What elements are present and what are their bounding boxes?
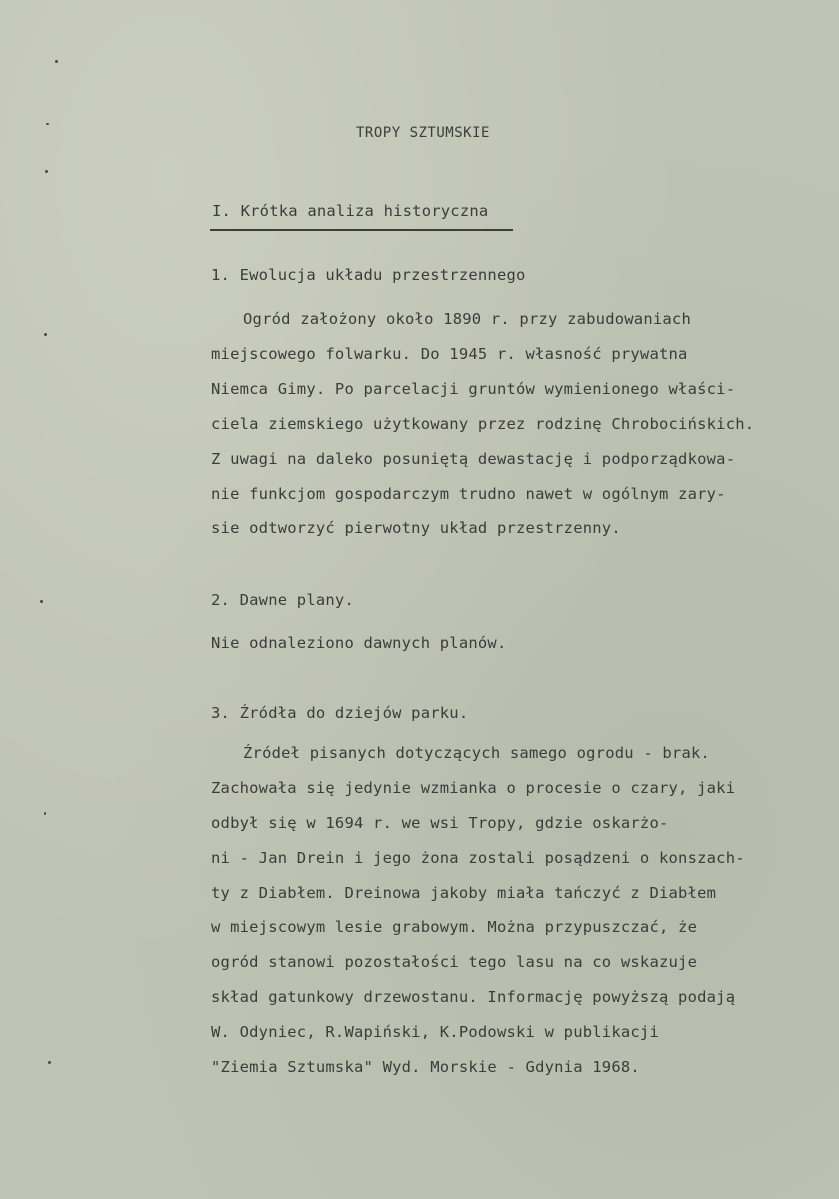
paragraph-line: nie funkcjom gospodarczym trudno nawet w ogólnym zary-: [211, 485, 726, 503]
paragraph-line: ciela ziemskiego użytkowany przez rodzinę Chrobocińskich.: [211, 415, 755, 433]
paragraph-line: skład gatunkowy drzewostanu. Informację powyższą podają: [211, 988, 736, 1006]
paper-speck: [46, 123, 49, 125]
paragraph-line: w miejscowym lesie grabowym. Można przypuszczać, że: [211, 918, 698, 936]
subsection-heading: 1. Ewolucja układu przestrzennego: [211, 266, 526, 284]
paper-speck: [40, 600, 43, 603]
paragraph-line: Niemca Gimy. Po parcelacji gruntów wymienionego właści-: [211, 380, 736, 398]
paragraph-line: Nie odnaleziono dawnych planów.: [211, 634, 507, 652]
paper-speck: [55, 60, 58, 63]
paper-speck: [48, 1061, 51, 1064]
section-heading: I. Krótka analiza historyczna: [212, 202, 489, 220]
section-heading-underline: [210, 229, 513, 231]
paragraph-line: ogród stanowi pozostałości tego lasu na co wskazuje: [211, 953, 698, 971]
paragraph-line: Zachowała się jedynie wzmianka o procesie o czary, jaki: [211, 779, 736, 797]
paragraph-line: W. Odyniec, R.Wapiński, K.Podowski w publikacji: [211, 1023, 659, 1041]
paragraph-line: ni - Jan Drein i jego żona zostali posądzeni o konszach-: [211, 849, 745, 867]
document-title: TROPY SZTUMSKIE: [356, 125, 490, 141]
paragraph-line: miejscowego folwarku. Do 1945 r. własność prywatna: [211, 345, 688, 363]
paragraph-line: "Ziemia Sztumska" Wyd. Morskie - Gdynia 1968.: [211, 1058, 640, 1076]
paragraph-line: Z uwagi na daleko posuniętą dewastację i podporządkowa-: [211, 450, 736, 468]
paragraph-line: sie odtworzyć pierwotny układ przestrzenny.: [211, 519, 621, 537]
paper-speck: [45, 170, 48, 173]
subsection-heading: 3. Źródła do dziejów parku.: [211, 704, 469, 722]
paragraph-line: Źródeł pisanych dotyczących samego ogrodu - brak.: [243, 744, 711, 762]
subsection-heading: 2. Dawne plany.: [211, 591, 354, 609]
paragraph-line: Ogród założony około 1890 r. przy zabudowaniach: [243, 310, 691, 328]
paragraph-line: ty z Diabłem. Dreinowa jakoby miała tańczyć z Diabłem: [211, 884, 717, 902]
paper-speck: [44, 812, 46, 815]
paragraph-line: odbył się w 1694 r. we wsi Tropy, gdzie oskarżo-: [211, 814, 669, 832]
paper-speck: [44, 333, 47, 336]
